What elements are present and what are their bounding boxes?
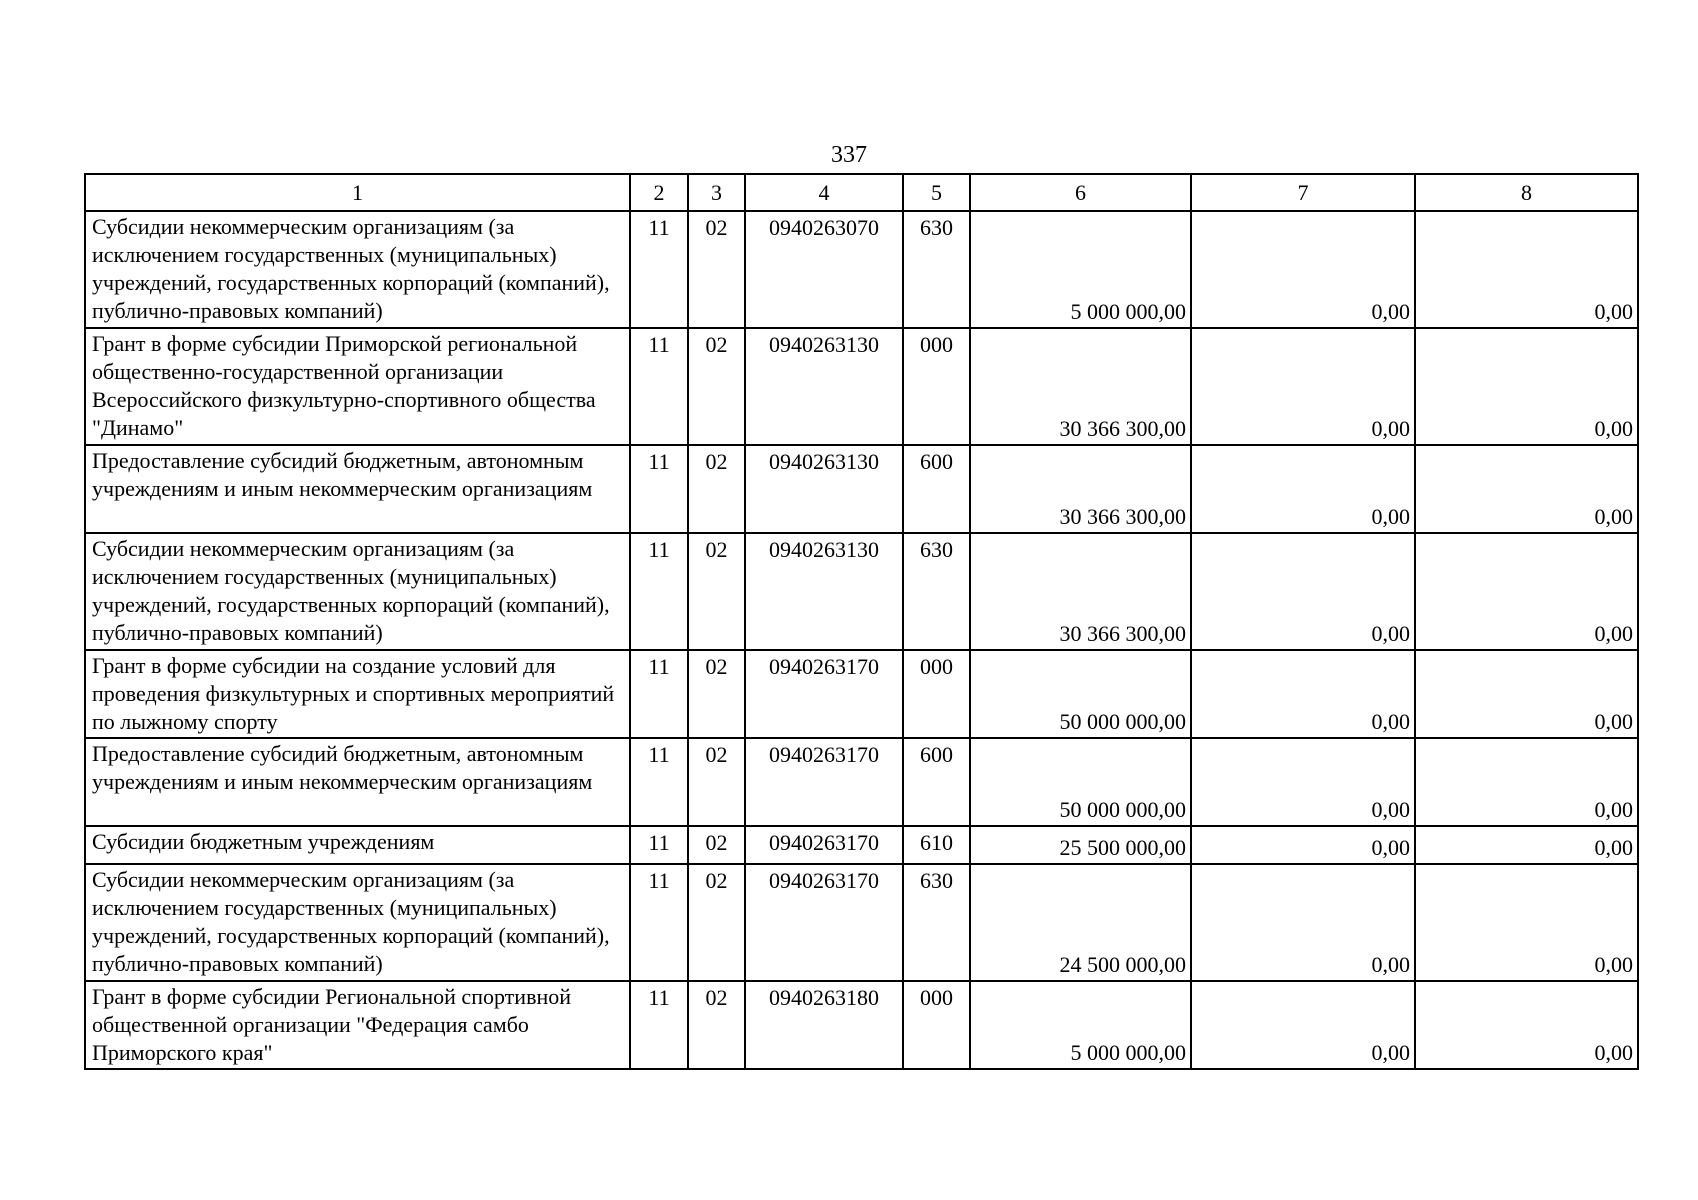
section-code: 11 xyxy=(630,738,688,826)
amount-col-7: 0,00 xyxy=(1191,533,1415,650)
amount-col-7: 0,00 xyxy=(1191,211,1415,328)
target-article-code: 0940263170 xyxy=(745,738,903,826)
amount-col-8: 0,00 xyxy=(1415,826,1638,864)
amount-col-6: 25 500 000,00 xyxy=(970,826,1191,864)
amount-col-6: 5 000 000,00 xyxy=(970,211,1191,328)
table-row xyxy=(85,211,1638,328)
table-row xyxy=(85,864,1638,981)
row-description: Грант в форме субсидии Региональной спортивной общественной организации "Федерация самбо Приморского края" xyxy=(85,981,630,1069)
table-row xyxy=(85,328,1638,445)
amount-col-7: 0,00 xyxy=(1191,650,1415,738)
amount-col-6: 50 000 000,00 xyxy=(970,650,1191,738)
amount-col-6: 30 366 300,00 xyxy=(970,328,1191,445)
row-description: Субсидии некоммерческим организациям (за исключением государственных (муниципальных) учреждений, государственных корпораций (компаний), публично-правовых компаний) xyxy=(85,864,630,981)
expense-type-code: 610 xyxy=(903,826,970,864)
target-article-code: 0940263070 xyxy=(745,211,903,328)
subsection-code: 02 xyxy=(688,738,745,826)
column-header: 1 xyxy=(85,174,630,211)
row-description: Грант в форме субсидии на создание условий для проведения физкультурных и спортивных мероприятий по лыжному спорту xyxy=(85,650,630,738)
subsection-code: 02 xyxy=(688,650,745,738)
column-number-row xyxy=(85,174,1638,211)
amount-col-7: 0,00 xyxy=(1191,445,1415,533)
subsection-code: 02 xyxy=(688,445,745,533)
column-header: 7 xyxy=(1191,174,1415,211)
subsection-code: 02 xyxy=(688,533,745,650)
column-header: 6 xyxy=(970,174,1191,211)
target-article-code: 0940263180 xyxy=(745,981,903,1069)
amount-col-6: 50 000 000,00 xyxy=(970,738,1191,826)
target-article-code: 0940263130 xyxy=(745,328,903,445)
table-row xyxy=(85,738,1638,826)
section-code: 11 xyxy=(630,533,688,650)
section-code: 11 xyxy=(630,826,688,864)
row-description: Субсидии бюджетным учреждениям xyxy=(85,826,630,864)
subsection-code: 02 xyxy=(688,981,745,1069)
amount-col-6: 30 366 300,00 xyxy=(970,445,1191,533)
target-article-code: 0940263170 xyxy=(745,650,903,738)
amount-col-7: 0,00 xyxy=(1191,981,1415,1069)
column-header: 3 xyxy=(688,174,745,211)
row-description: Субсидии некоммерческим организациям (за исключением государственных (муниципальных) учреждений, государственных корпораций (компаний), публично-правовых компаний) xyxy=(85,533,630,650)
target-article-code: 0940263130 xyxy=(745,533,903,650)
table-row xyxy=(85,445,1638,533)
amount-col-7: 0,00 xyxy=(1191,826,1415,864)
expense-type-code: 630 xyxy=(903,211,970,328)
amount-col-7: 0,00 xyxy=(1191,738,1415,826)
table-row xyxy=(85,650,1638,738)
section-code: 11 xyxy=(630,328,688,445)
expense-type-code: 600 xyxy=(903,445,970,533)
table-row xyxy=(85,826,1638,864)
column-header: 2 xyxy=(630,174,688,211)
amount-col-8: 0,00 xyxy=(1415,981,1638,1069)
amount-col-6: 30 366 300,00 xyxy=(970,533,1191,650)
amount-col-8: 0,00 xyxy=(1415,738,1638,826)
budget-table xyxy=(84,173,1639,1070)
subsection-code: 02 xyxy=(688,328,745,445)
expense-type-code: 600 xyxy=(903,738,970,826)
section-code: 11 xyxy=(630,864,688,981)
section-code: 11 xyxy=(630,981,688,1069)
table-row xyxy=(85,533,1638,650)
target-article-code: 0940263170 xyxy=(745,864,903,981)
amount-col-6: 24 500 000,00 xyxy=(970,864,1191,981)
amount-col-6: 5 000 000,00 xyxy=(970,981,1191,1069)
amount-col-7: 0,00 xyxy=(1191,864,1415,981)
row-description: Субсидии некоммерческим организациям (за исключением государственных (муниципальных) учреждений, государственных корпораций (компаний), публично-правовых компаний) xyxy=(85,211,630,328)
target-article-code: 0940263170 xyxy=(745,826,903,864)
amount-col-7: 0,00 xyxy=(1191,328,1415,445)
expense-type-code: 630 xyxy=(903,864,970,981)
expense-type-code: 000 xyxy=(903,650,970,738)
expense-type-code: 000 xyxy=(903,981,970,1069)
column-header: 8 xyxy=(1415,174,1638,211)
section-code: 11 xyxy=(630,211,688,328)
amount-col-8: 0,00 xyxy=(1415,864,1638,981)
subsection-code: 02 xyxy=(688,864,745,981)
table-row xyxy=(85,981,1638,1069)
row-description: Предоставление субсидий бюджетным, автономным учреждениям и иным некоммерческим организациям xyxy=(85,445,630,533)
section-code: 11 xyxy=(630,445,688,533)
row-description: Грант в форме субсидии Приморской региональной общественно-государственной организации Всероссийского физкультурно-спортивного общества "Динамо" xyxy=(85,328,630,445)
amount-col-8: 0,00 xyxy=(1415,328,1638,445)
amount-col-8: 0,00 xyxy=(1415,445,1638,533)
expense-type-code: 630 xyxy=(903,533,970,650)
page-number: 337 xyxy=(831,142,867,168)
expense-type-code: 000 xyxy=(903,328,970,445)
section-code: 11 xyxy=(630,650,688,738)
amount-col-8: 0,00 xyxy=(1415,533,1638,650)
subsection-code: 02 xyxy=(688,826,745,864)
amount-col-8: 0,00 xyxy=(1415,211,1638,328)
target-article-code: 0940263130 xyxy=(745,445,903,533)
column-header: 5 xyxy=(903,174,970,211)
column-header: 4 xyxy=(745,174,903,211)
row-description: Предоставление субсидий бюджетным, автономным учреждениям и иным некоммерческим организациям xyxy=(85,738,630,826)
amount-col-8: 0,00 xyxy=(1415,650,1638,738)
subsection-code: 02 xyxy=(688,211,745,328)
